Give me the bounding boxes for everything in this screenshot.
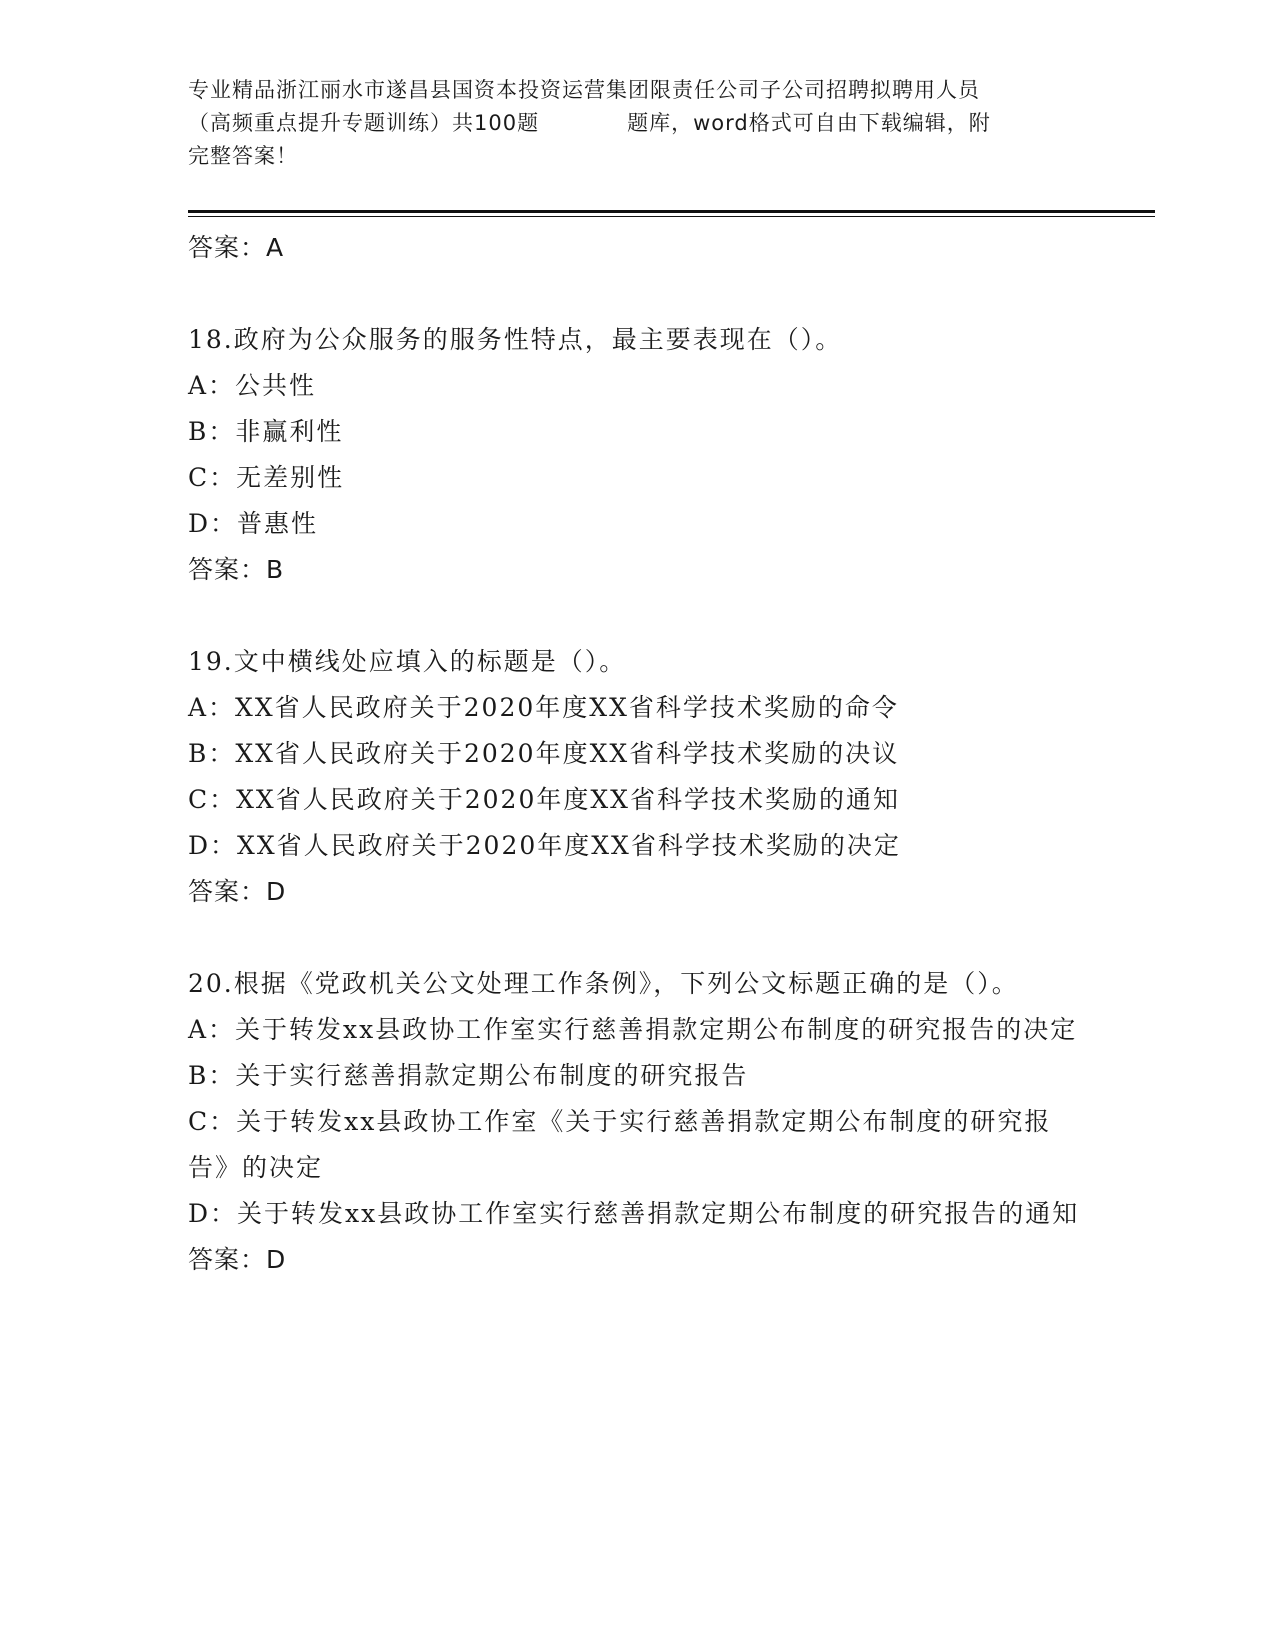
question-content bbox=[188, 225, 1088, 1283]
question-20 bbox=[188, 961, 1088, 1283]
question-19 bbox=[188, 639, 1088, 915]
header-divider-thin bbox=[188, 216, 1155, 217]
header-line-3: 完整答案！ bbox=[188, 144, 298, 168]
question-answer: 答案：B bbox=[188, 555, 285, 584]
previous-answer: 答案：A bbox=[188, 233, 285, 262]
option-d: D：XX省人民政府关于2020年度XX省科学技术奖励的决定 bbox=[188, 831, 901, 860]
spacer bbox=[188, 593, 1088, 639]
question-answer: 答案：D bbox=[188, 1245, 287, 1274]
option-c: C：无差别性 bbox=[188, 463, 345, 492]
spacer bbox=[188, 915, 1088, 961]
question-stem: 20.根据《党政机关公文处理工作条例》，下列公文标题正确的是（）。 bbox=[188, 969, 1019, 998]
header-line-2: （高频重点提升专题训练）共100题 题库，word格式可自由下载编辑，附 bbox=[188, 111, 991, 135]
option-a: A：公共性 bbox=[188, 371, 317, 400]
option-a: A：XX省人民政府关于2020年度XX省科学技术奖励的命令 bbox=[188, 693, 899, 722]
option-b: B：非赢利性 bbox=[188, 417, 344, 446]
header-divider-thick bbox=[188, 210, 1155, 213]
spacer bbox=[188, 271, 1088, 317]
option-d: D：关于转发xx县政协工作室实行慈善捐款定期公布制度的研究报告的通知 bbox=[188, 1199, 1080, 1228]
question-stem: 19.文中横线处应填入的标题是（）。 bbox=[188, 647, 627, 676]
document-header bbox=[188, 74, 1088, 173]
option-b: B：XX省人民政府关于2020年度XX省科学技术奖励的决议 bbox=[188, 739, 900, 768]
question-18 bbox=[188, 317, 1088, 593]
option-c: C：关于转发xx县政协工作室《关于实行慈善捐款定期公布制度的研究报告》的决定 bbox=[188, 1107, 1052, 1182]
option-b: B：关于实行慈善捐款定期公布制度的研究报告 bbox=[188, 1061, 749, 1090]
option-c: C：XX省人民政府关于2020年度XX省科学技术奖励的通知 bbox=[188, 785, 900, 814]
option-a: A：关于转发xx县政协工作室实行慈善捐款定期公布制度的研究报告的决定 bbox=[188, 1015, 1078, 1044]
option-d: D：普惠性 bbox=[188, 509, 319, 538]
question-stem: 18.政府为公众服务的服务性特点，最主要表现在（）。 bbox=[188, 325, 843, 354]
question-answer: 答案：D bbox=[188, 877, 287, 906]
header-line-1: 专业精品浙江丽水市遂昌县国资本投资运营集团限责任公司子公司招聘拟聘用人员 bbox=[188, 78, 980, 102]
